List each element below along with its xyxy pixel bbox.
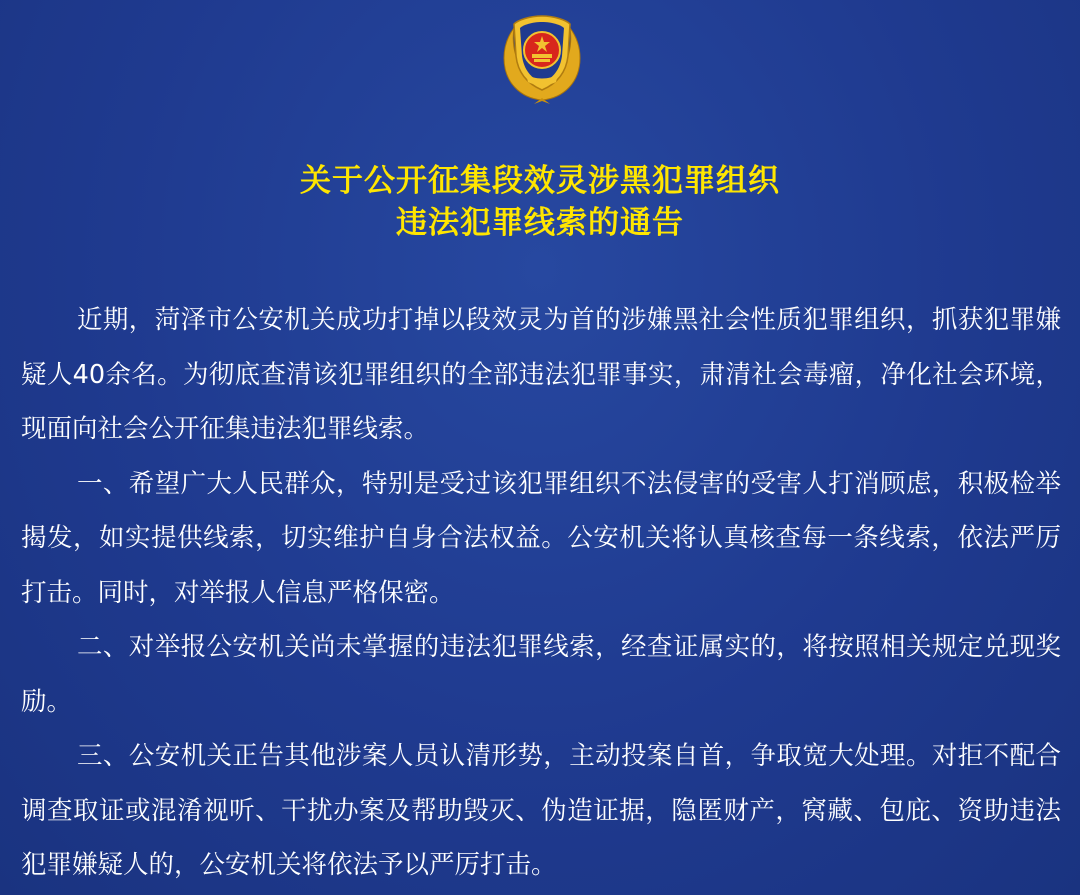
notice-body — [21, 293, 1061, 893]
notice-title-line-2: 违法犯罪线索的通告 — [396, 205, 684, 241]
police-emblem-icon — [498, 12, 586, 104]
notice-title — [0, 160, 1080, 244]
paragraph-item-2: 二、对举报公安机关尚未掌握的违法犯罪线索，经查证属实的，将按照相关规定兑现奖励。 — [21, 632, 1061, 717]
paragraph-item-1: 一、希望广大人民群众，特别是受过该犯罪组织不法侵害的受害人打消顾虑，积极检举揭发，如实提供线索，切实维护自身合法权益。公安机关将认真核查每一条线索，依法严厉打击。同时，对举报人信息严格保密。 — [21, 468, 1061, 608]
paragraph-intro: 近期，菏泽市公安机关成功打掉以段效灵为首的涉嫌黑社会性质犯罪组织，抓获犯罪嫌疑人40余名。为彻底查清该犯罪组织的全部违法犯罪事实，肃清社会毒瘤，净化社会环境，现面向社会公开征集违法犯罪线索。 — [21, 305, 1061, 444]
paragraph-item-3: 三、公安机关正告其他涉案人员认清形势，主动投案自首，争取宽大处理。对拒不配合调查取证或混淆视听、干扰办案及帮助毁灭、伪造证据，隐匿财产，窝藏、包庇、资助违法犯罪嫌疑人的，公安机关将依法予以严厉打击。 — [21, 741, 1061, 880]
notice-title-line-1: 关于公开征集段效灵涉黑犯罪组织 — [300, 163, 780, 199]
